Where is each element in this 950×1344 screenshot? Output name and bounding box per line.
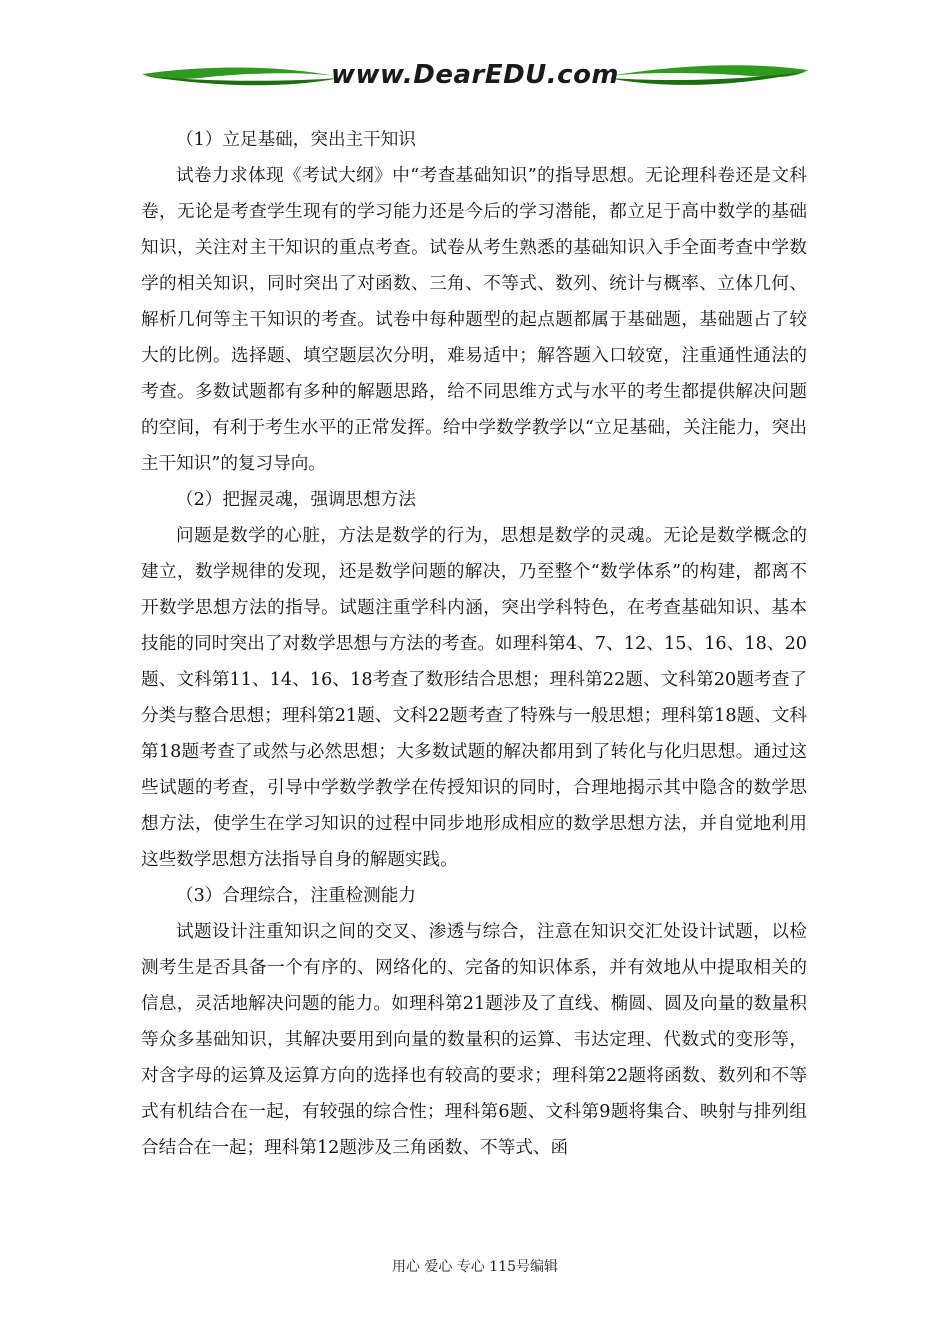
section-heading-1: （1）立足基础，突出主干知识: [176, 130, 416, 150]
section-heading-2: （2）把握灵魂，强调思想方法: [176, 490, 416, 510]
section-heading-3: （3）合理综合，注重检测能力: [176, 886, 416, 906]
section-paragraph-2: 问题是数学的心脏，方法是数学的行为，思想是数学的灵魂。无论是数学概念的建立，数学规律的发现，还是数学问题的解决，乃至整个“数学体系”的构建，都离不开数学思想方法的指导。试题注重学科内涵，突出学科特色，在考查基础知识、基本技能的同时突出了对数学思想与方法的考查。如理科第4、7、12、15、16、18、20题、文科第11、14、16、18考查了数形结合思想；理科第22题、文科第20题考查了分类与整合思想；理科第21题、文科22题考查了特殊与一般思想；理科第18题、文科第18题考查了或然与必然思想；大多数试题的解决都用到了转化与化归思想。通过这些试题的考查，引导中学数学教学在传授知识的同时，合理地揭示其中隐含的数学思想方法，使学生在学习知识的过程中同步地形成相应的数学思想方法，并自觉地利用这些数学思想方法指导自身的解题实践。: [141, 526, 807, 870]
header-banner: [140, 58, 810, 98]
section-paragraph-1: 试卷力求体现《考试大纲》中“考查基础知识”的指导思想。无论理科卷还是文科卷，无论是考查学生现有的学习能力还是今后的学习潜能，都立足于高中数学的基础知识，关注对主干知识的重点考查。试卷从考生熟悉的基础知识入手全面考查中学数学的相关知识，同时突出了对函数、三角、不等式、数列、统计与概率、立体几何、解析几何等主干知识的考查。试卷中每种题型的起点题都属于基础题，基础题占了较大的比例。选择题、填空题层次分明，难易适中；解答题入口较宽，注重通性通法的考查。多数试题都有多种的解题思路，给不同思维方式与水平的考生都提供解决问题的空间，有利于考生水平的正常发挥。给中学数学教学以“立足基础，关注能力，突出主干知识”的复习导向。: [141, 166, 807, 474]
site-logo[interactable]: www.DearEDU.com: [330, 60, 620, 90]
page-footer: 用心 爱心 专心 115号编辑: [391, 1259, 559, 1275]
document-body: [141, 122, 807, 1166]
section-paragraph-3: 试题设计注重知识之间的交叉、渗透与综合，注意在知识交汇处设计试题，以检测考生是否具备一个有序的、网络化的、完备的知识体系，并有效地从中提取相关的信息，灵活地解决问题的能力。如理科第21题涉及了直线、椭圆、圆及向量的数量积等众多基础知识，其解决要用到向量的数量积的运算、韦达定理、代数式的变形等，对含字母的运算及运算方向的选择也有较高的要求；理科第22题将函数、数列和不等式有机结合在一起，有较强的综合性；理科第6题、文科第9题将集合、映射与排列组合结合在一起；理科第12题涉及三角函数、不等式、函: [141, 922, 807, 1158]
